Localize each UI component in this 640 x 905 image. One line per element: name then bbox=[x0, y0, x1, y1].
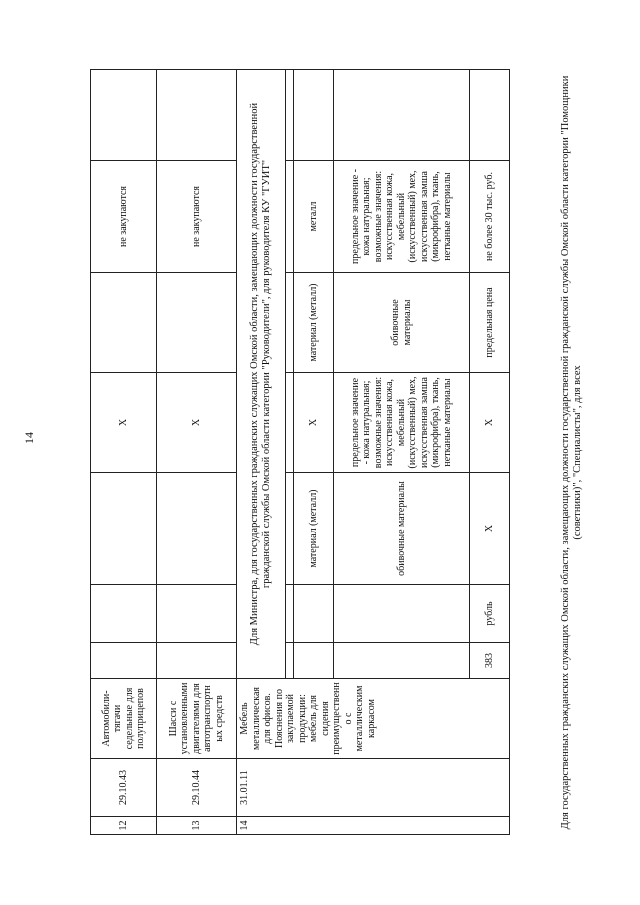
characteristic: обивочные материалы bbox=[334, 273, 470, 373]
section-header: Для Министра, для государственных гражданских служащих Омской области, замещающих должности государственной гражданской службы Омской области категории "Руководители", для руководителя КУ "ГУИТ" bbox=[237, 70, 286, 679]
item-name: Автомобили-тягачи седельные для полуприцепов bbox=[91, 679, 157, 759]
purchase-status: не закупаются bbox=[157, 161, 237, 273]
value: X bbox=[470, 373, 510, 473]
table-row bbox=[91, 70, 157, 835]
value: предельное значение - кожа натуральная; возможные значения: искусственная кожа, мебельный (искусственный) мех, искусственная замша (микрофибра), ткань, нетканые материалы bbox=[334, 161, 470, 273]
characteristic: обивочные материалы bbox=[334, 473, 470, 585]
value: предельное значение - кожа натуральная; возможные значения: искусственная кожа, мебельный (искусственный) мех, искусственная замша (микрофибра), ткань, нетканые материалы bbox=[334, 373, 470, 473]
page-number: 14 bbox=[22, 432, 36, 444]
characteristic: материал (металл) bbox=[294, 473, 334, 585]
value: не более 30 тыс. руб. bbox=[470, 161, 510, 273]
row-number: 14 bbox=[237, 817, 510, 835]
item-name: Мебель металлическая для офисов. Пояснения по закупаемой продукции: мебель для сидения преимущественно с металлическим каркасом bbox=[237, 679, 510, 759]
specification-table bbox=[90, 69, 510, 835]
table-row bbox=[157, 70, 237, 835]
value: X bbox=[294, 373, 334, 473]
characteristic: материал (металл) bbox=[294, 273, 334, 373]
table-row bbox=[237, 70, 286, 835]
row-number: 12 bbox=[91, 817, 157, 835]
row-number: 13 bbox=[157, 817, 237, 835]
footer-header: Для государственных гражданских служащих Омской области, замещающих должности государственной гражданской службы Омской области категории "Помощники (советники)", "Специалисты", для всех bbox=[560, 75, 583, 830]
purchase-status: не закупаются bbox=[91, 161, 157, 273]
okpd-code: 31.01.11 bbox=[237, 759, 510, 817]
okpd-code: 29.10.44 bbox=[157, 759, 237, 817]
item-name: Шасси с установленными двигателями для автотранспортных средств bbox=[157, 679, 237, 759]
characteristic: X bbox=[470, 473, 510, 585]
value: металл bbox=[294, 161, 334, 273]
characteristic: предельная цена bbox=[470, 273, 510, 373]
value-x: X bbox=[91, 373, 157, 473]
value-x: X bbox=[157, 373, 237, 473]
okpd-code: 29.10.43 bbox=[91, 759, 157, 817]
okei-code: 383 bbox=[470, 643, 510, 679]
unit-name: рубль bbox=[470, 585, 510, 643]
